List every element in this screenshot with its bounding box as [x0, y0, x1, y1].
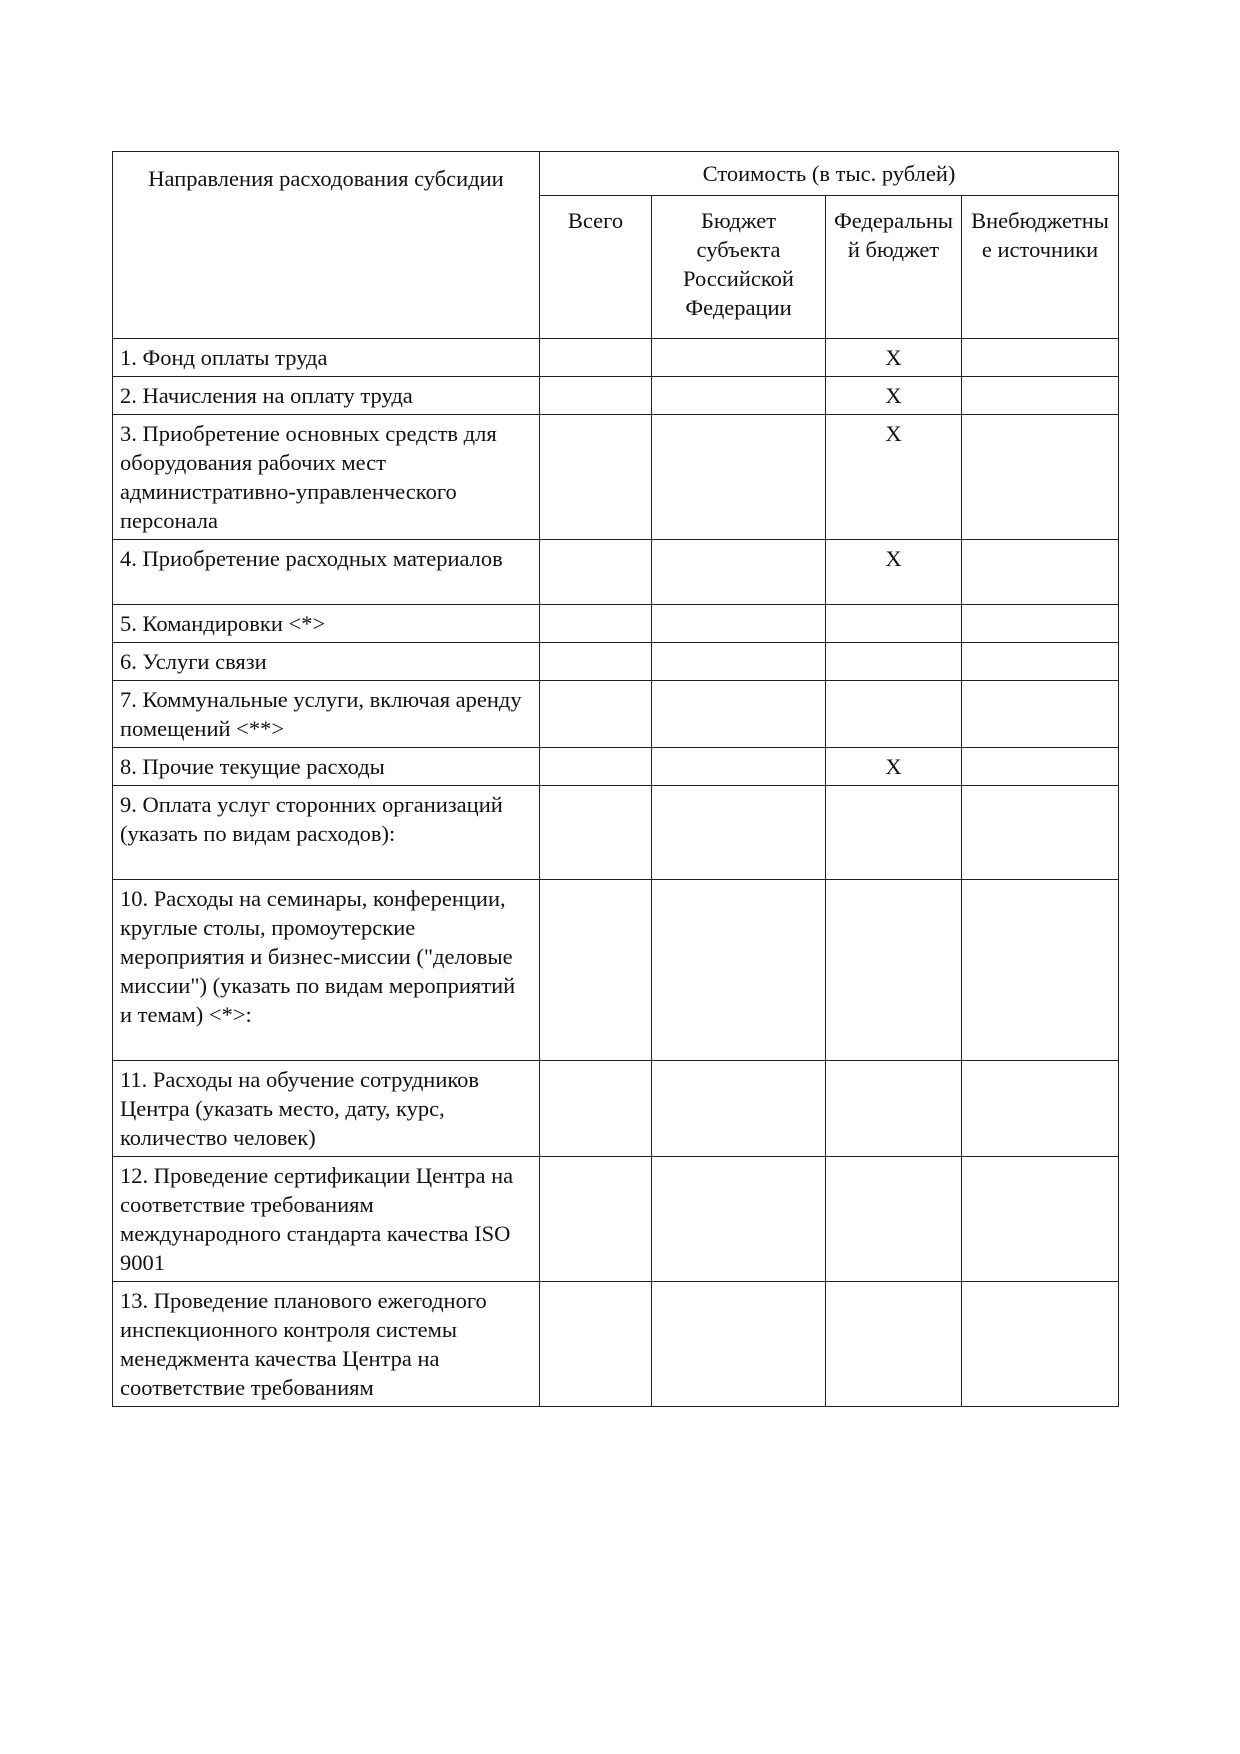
row-label: 6. Услуги связи [113, 643, 540, 681]
cell-total [540, 748, 652, 786]
cell-federal-budget [826, 880, 962, 1061]
cell-regional-budget [652, 377, 826, 415]
cell-extrabudgetary [962, 681, 1119, 748]
cell-extrabudgetary [962, 540, 1119, 605]
cell-regional-budget [652, 643, 826, 681]
cell-regional-budget [652, 605, 826, 643]
header-extrabudgetary: Внебюджетные источники [962, 196, 1119, 339]
cell-federal-budget [826, 605, 962, 643]
table-row [113, 540, 1119, 605]
row-label: 12. Проведение сертификации Центра на соответствие требованиям международного стандарта качества ISO 9001 [113, 1157, 540, 1282]
cell-total [540, 540, 652, 605]
cell-regional-budget [652, 681, 826, 748]
cell-total [540, 1157, 652, 1282]
cell-federal-budget: X [826, 540, 962, 605]
subsidy-expenditure-table [112, 151, 1119, 1407]
cell-total [540, 415, 652, 540]
cell-total [540, 786, 652, 880]
cell-total [540, 1061, 652, 1157]
cell-total [540, 339, 652, 377]
cell-total [540, 643, 652, 681]
row-label: 3. Приобретение основных средств для оборудования рабочих мест административно-управленческого персонала [113, 415, 540, 540]
table-row [113, 1282, 1119, 1407]
cell-extrabudgetary [962, 377, 1119, 415]
row-label: 8. Прочие текущие расходы [113, 748, 540, 786]
table-row [113, 1061, 1119, 1157]
table-row [113, 1157, 1119, 1282]
table-row [113, 605, 1119, 643]
cell-federal-budget [826, 1282, 962, 1407]
cell-regional-budget [652, 1157, 826, 1282]
cell-extrabudgetary [962, 786, 1119, 880]
cell-extrabudgetary [962, 643, 1119, 681]
cell-federal-budget [826, 643, 962, 681]
cell-total [540, 880, 652, 1061]
header-regional-budget: Бюджет субъекта Российской Федерации [652, 196, 826, 339]
cell-total [540, 681, 652, 748]
cell-extrabudgetary [962, 605, 1119, 643]
cell-total [540, 377, 652, 415]
cell-total [540, 605, 652, 643]
cell-federal-budget [826, 1061, 962, 1157]
cell-extrabudgetary [962, 1282, 1119, 1407]
cell-regional-budget [652, 880, 826, 1061]
table-row [113, 748, 1119, 786]
row-label: 9. Оплата услуг сторонних организаций (указать по видам расходов): [113, 786, 540, 880]
table-row [113, 681, 1119, 748]
table-row [113, 643, 1119, 681]
row-label: 4. Приобретение расходных материалов [113, 540, 540, 605]
cell-regional-budget [652, 748, 826, 786]
header-total: Всего [540, 196, 652, 339]
table-row [113, 377, 1119, 415]
cell-extrabudgetary [962, 748, 1119, 786]
header-directions: Направления расходования субсидии [113, 152, 540, 339]
cell-federal-budget: X [826, 339, 962, 377]
cell-federal-budget [826, 681, 962, 748]
table-row [113, 786, 1119, 880]
cell-regional-budget [652, 1282, 826, 1407]
cell-extrabudgetary [962, 339, 1119, 377]
header-federal-budget: Федеральный бюджет [826, 196, 962, 339]
cell-total [540, 1282, 652, 1407]
cell-regional-budget [652, 786, 826, 880]
cell-regional-budget [652, 415, 826, 540]
cell-extrabudgetary [962, 1061, 1119, 1157]
row-label: 13. Проведение планового ежегодного инспекционного контроля системы менеджмента качества Центра на соответствие требованиям [113, 1282, 540, 1407]
row-label: 10. Расходы на семинары, конференции, круглые столы, промоутерские мероприятия и бизнес-миссии ("деловые миссии") (указать по видам мероприятий и темам) <*>: [113, 880, 540, 1061]
table-row [113, 415, 1119, 540]
row-label: 11. Расходы на обучение сотрудников Центра (указать место, дату, курс, количество человек) [113, 1061, 540, 1157]
row-label: 2. Начисления на оплату труда [113, 377, 540, 415]
cell-federal-budget: X [826, 748, 962, 786]
row-label: 1. Фонд оплаты труда [113, 339, 540, 377]
cell-extrabudgetary [962, 1157, 1119, 1282]
cell-federal-budget: X [826, 377, 962, 415]
cell-regional-budget [652, 1061, 826, 1157]
row-label: 5. Командировки <*> [113, 605, 540, 643]
cell-regional-budget [652, 540, 826, 605]
cell-federal-budget [826, 1157, 962, 1282]
cell-extrabudgetary [962, 415, 1119, 540]
cell-extrabudgetary [962, 880, 1119, 1061]
cell-regional-budget [652, 339, 826, 377]
cell-federal-budget [826, 786, 962, 880]
table-row [113, 880, 1119, 1061]
cell-federal-budget: X [826, 415, 962, 540]
header-cost: Стоимость (в тыс. рублей) [540, 152, 1119, 196]
row-label: 7. Коммунальные услуги, включая аренду помещений <**> [113, 681, 540, 748]
table-row [113, 339, 1119, 377]
